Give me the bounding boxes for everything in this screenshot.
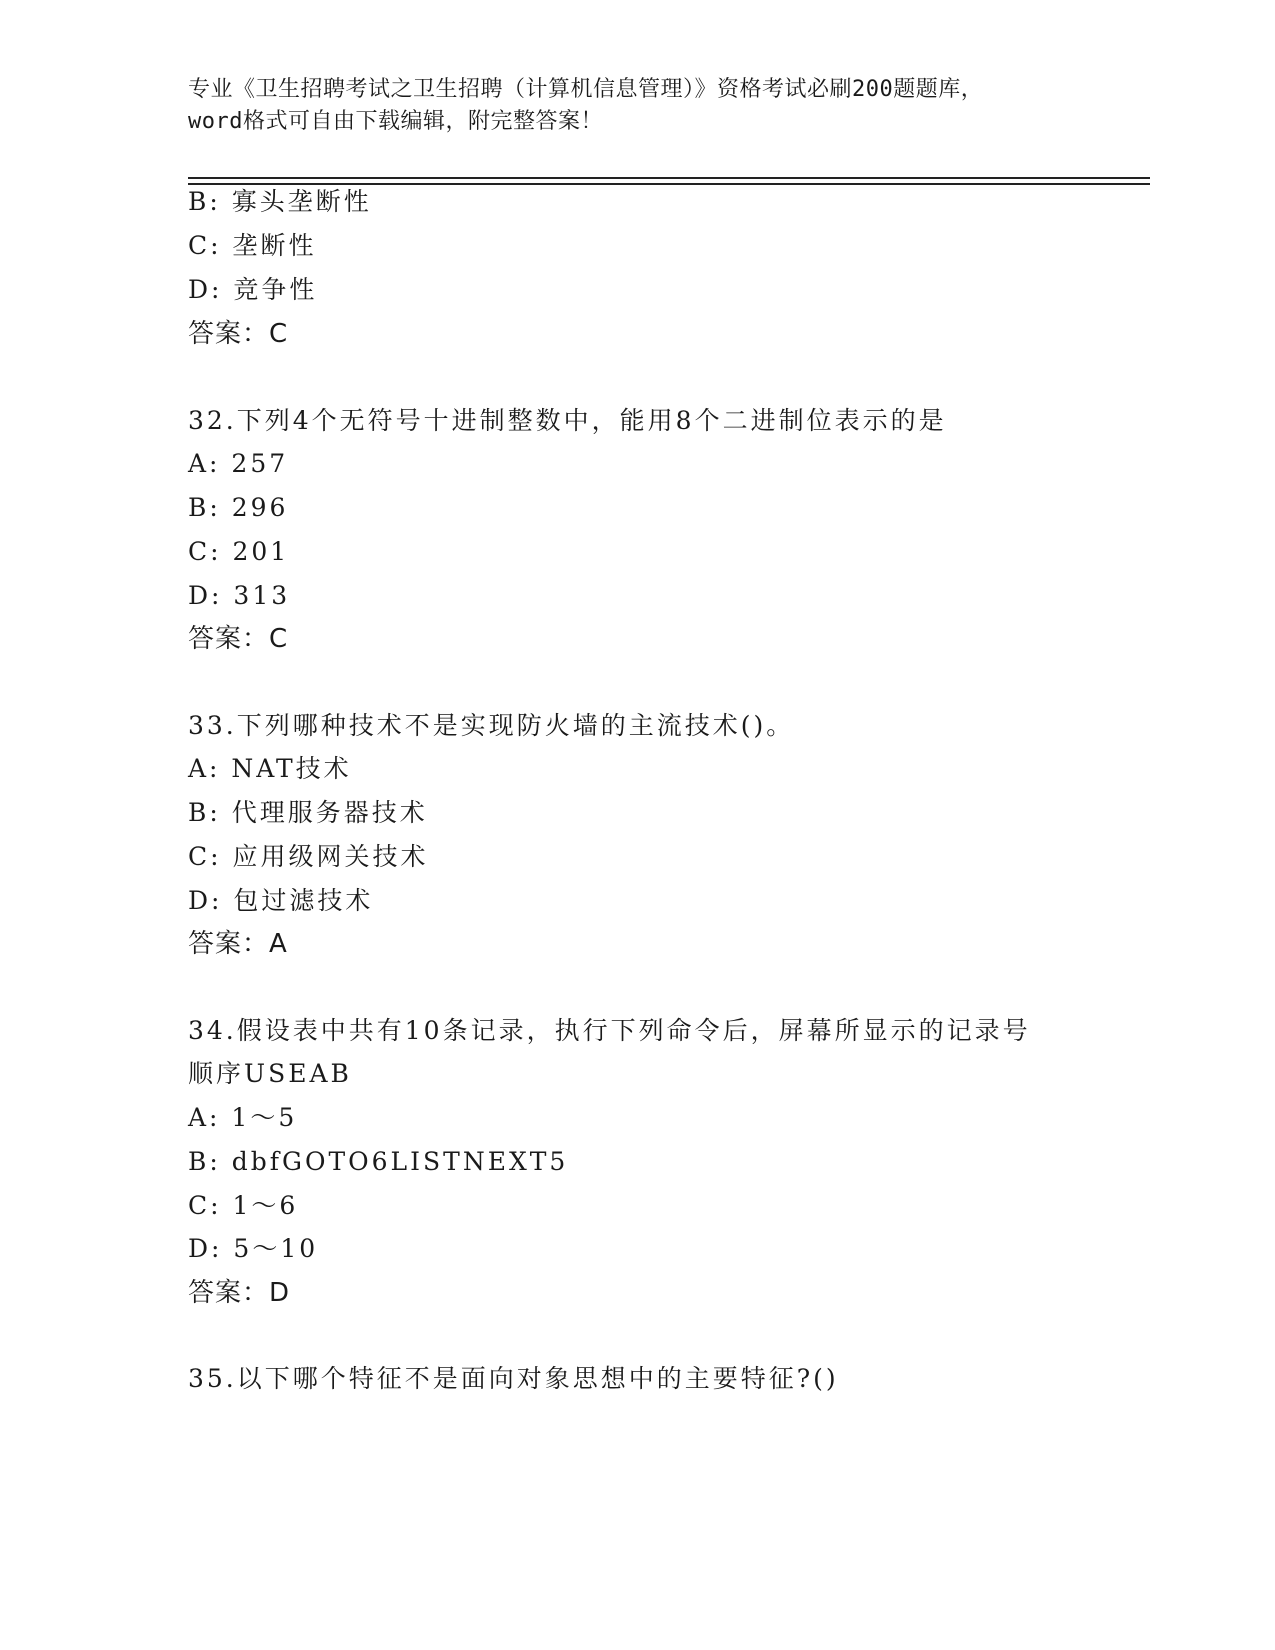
q32-option-d: D: 313 [188,581,291,610]
q32-answer: 答案：C [188,624,289,654]
header-divider-bottom [188,183,1150,185]
header-divider-top [188,177,1150,179]
q35-stem: 35.以下哪个特征不是面向对象思想中的主要特征?() [188,1364,839,1393]
q31-option-d: D: 竞争性 [188,275,318,304]
header-title-line-1: 专业《卫生招聘考试之卫生招聘（计算机信息管理）》资格考试必刷200题题库， [188,77,984,102]
q32-option-c: C: 201 [188,537,290,566]
q34-stem-line-1: 34.假设表中共有10条记录，执行下列命令后，屏幕所显示的记录号 [188,1016,1031,1045]
q31-option-b: B: 寡头垄断性 [188,187,372,216]
q32-option-a: A: 257 [188,449,289,478]
q34-option-b: B: dbfGOTO6LISTNEXT5 [188,1147,569,1176]
q34-stem-line-2: 顺序USEAB [188,1059,352,1088]
q34-option-d: D: 5～10 [188,1234,319,1263]
q31-answer: 答案：C [188,319,289,349]
document-header [188,74,1088,138]
q33-option-b: B: 代理服务器技术 [188,798,428,827]
q32-stem: 32.下列4个无符号十进制整数中，能用8个二进制位表示的是 [188,406,947,435]
q33-stem: 33.下列哪种技术不是实现防火墙的主流技术()。 [188,711,795,740]
q33-option-c: C: 应用级网关技术 [188,842,429,871]
q34-option-a: A: 1～5 [188,1103,298,1132]
q34-option-c: C: 1～6 [188,1191,299,1220]
q34-answer: 答案：D [188,1278,291,1308]
q31-option-c: C: 垄断性 [188,231,317,260]
q33-option-a: A: NAT技术 [188,754,352,783]
q32-option-b: B: 296 [188,493,289,522]
q33-answer: 答案：A [188,929,288,959]
header-title-line-2: word格式可自由下载编辑，附完整答案！ [188,109,603,134]
q33-option-d: D: 包过滤技术 [188,886,374,915]
